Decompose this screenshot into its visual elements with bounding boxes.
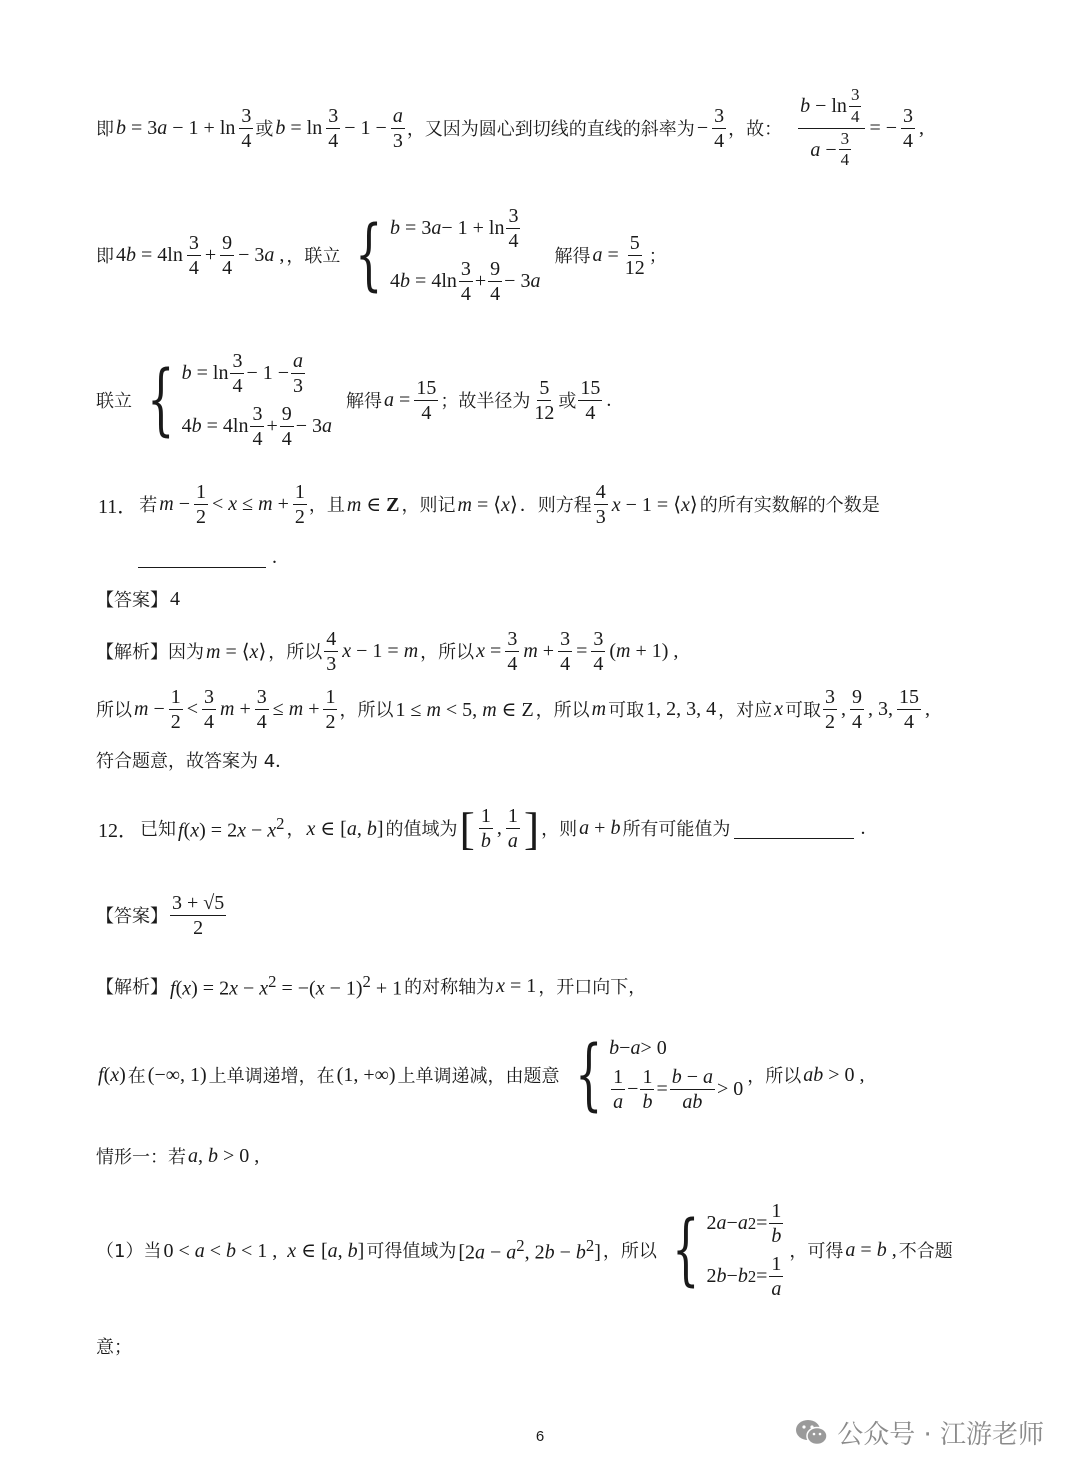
equation-system: { b = 3 a − 1 + ln $\frac{3}{4}$ 4 b = 4ln $\frac{3}{4}$ + $\frac{9}{4}$ − 3 a — [355, 205, 541, 305]
case-one: 情形一：若 a, b > 0 , — [96, 1144, 260, 1168]
wechat-icon — [795, 1419, 829, 1447]
explanation-11-line-1: 【解析】 因为 m = ⟨x⟩ ，所以 $\frac{4}{3}$ x − 1 = m ，所以 x = $\frac{3}{4}$ m + $\frac{3}{4}$ = $\frac{3}{4}$ (m + 1) , — [96, 627, 679, 675]
equation-system: { b = ln $\frac{3}{4}$ − 1 − $\frac{a}{3}$ 4 b = 4ln $\frac{3}{4}$ + $\frac{9}{4}$ − 3 a — [147, 350, 333, 450]
explanation-12-line-1: 【解析】 $f(x) = 2x - x^2 = -(x - 1)^2 + 1$ 的对称轴为 x = 1 ，开口向下， — [96, 971, 647, 1000]
explanation-12-line-2: f(x) 在 (−∞, 1) 上单调递增，在 (1, +∞) 上单调递减，由题意 { b − a > 0 $\frac{1}{a}$ − $\frac{1}{b}$ = $\frac{b - a}{ab}$ > 0 ，所以 ab > 0 , — [98, 1030, 865, 1120]
solution-line-2: 即 4b = 4ln $\frac{3}{4}$ + $\frac{9}{4}$ − 3a , ，联立 { b = 3 a − 1 + ln $\frac{3}{4}$ 4 b = 4ln $\frac{3}{4}$ + $\frac{9}{4}$ − 3 a 解得 a = $\frac{5}{12}$ ； — [96, 205, 667, 305]
equation-system: { 2 a − a 2 = $\frac{1}{b}$ 2 b − b 2 = $\frac{1}{a}$ — [672, 1200, 782, 1300]
fill-blank[interactable] — [734, 818, 854, 839]
question-11: 11． 若 m − $\frac{1}{2}$ < x ≤ m + $\frac{1}{2}$ ，且 m ∈ Z ，则记 m = ⟨x⟩ ．则方程 $\frac{4}{3}$ x − 1 = ⟨x⟩ 的所有实数解的个数是 — [98, 480, 880, 528]
answer-11: 【答案】 4 — [96, 587, 180, 611]
explanation-11-line-3: 符合题意，故答案为 4． — [96, 751, 294, 772]
answer-blank-11: . — [134, 544, 1020, 570]
explanation-11-line-2: 所以 m − $\frac{1}{2}$ < $\frac{3}{4}$ m + $\frac{3}{4}$ ≤ m + $\frac{1}{2}$ ，所以 1 ≤ m < 5, m ∈ Z ，所以 m 可取 1, 2, 3, 4 ，对应 x 可取 $\frac{3}{2}$ , $\frac{9}{4}$ , 3, $\frac{15}{4}$ , — [96, 685, 931, 733]
fill-blank[interactable] — [138, 547, 266, 568]
sub-case-1: （1）当 0 < a < b < 1 , x ∈ [a, b] 可得值域为 [$2a - a^2$, $2b - b^2$] ，所以 { 2 a − a 2 = $\frac{1}{b}$ 2 b − b 2 = $\frac{1}{a}$ ，可得 a = b , 不合题 — [96, 1200, 953, 1300]
sub-case-1-end: 意； — [96, 1337, 132, 1358]
solution-line-1: 即 b = 3a − 1 + ln $\frac{3}{4}$ 或 b = ln $\frac{3}{4}$ − 1 − $\frac{a}{3}$ ，又因为圆心到切线的直线的斜率为 − $\frac{3}{4}$ ，故： b − ln $\frac{3}{4}$ a − $\frac{3}{4}$ = − $\frac{3}{4}$ , — [96, 85, 924, 170]
equation-system: { b − a > 0 $\frac{1}{a}$ − $\frac{1}{b}$ = $\frac{b - a}{ab}$ > 0 — [574, 1030, 744, 1120]
watermark-text: 公众号 · 江游老师 — [837, 1420, 1044, 1450]
watermark — [795, 1414, 1044, 1451]
answer-12: 【答案】 $\frac{3 + √5}{2}$ — [96, 891, 225, 939]
page-number: 6 — [535, 1428, 545, 1445]
solution-line-3: 联立 { b = ln $\frac{3}{4}$ − 1 − $\frac{a}{3}$ 4 b = 4ln $\frac{3}{4}$ + $\frac{9}{4}$ − 3 a 解得 a = $\frac{15}{4}$ ；故半径为 $\frac{5}{12}$ 或 $\frac{15}{4}$ . — [96, 350, 612, 450]
question-12: 12． 已知 $f(x) = 2x - x^2$ ， x ∈ [a, b] 的值域为 [ $\frac{1}{b}$ , $\frac{1}{a}$ ] ，则 a + b 所有可能值为 . — [98, 802, 866, 854]
